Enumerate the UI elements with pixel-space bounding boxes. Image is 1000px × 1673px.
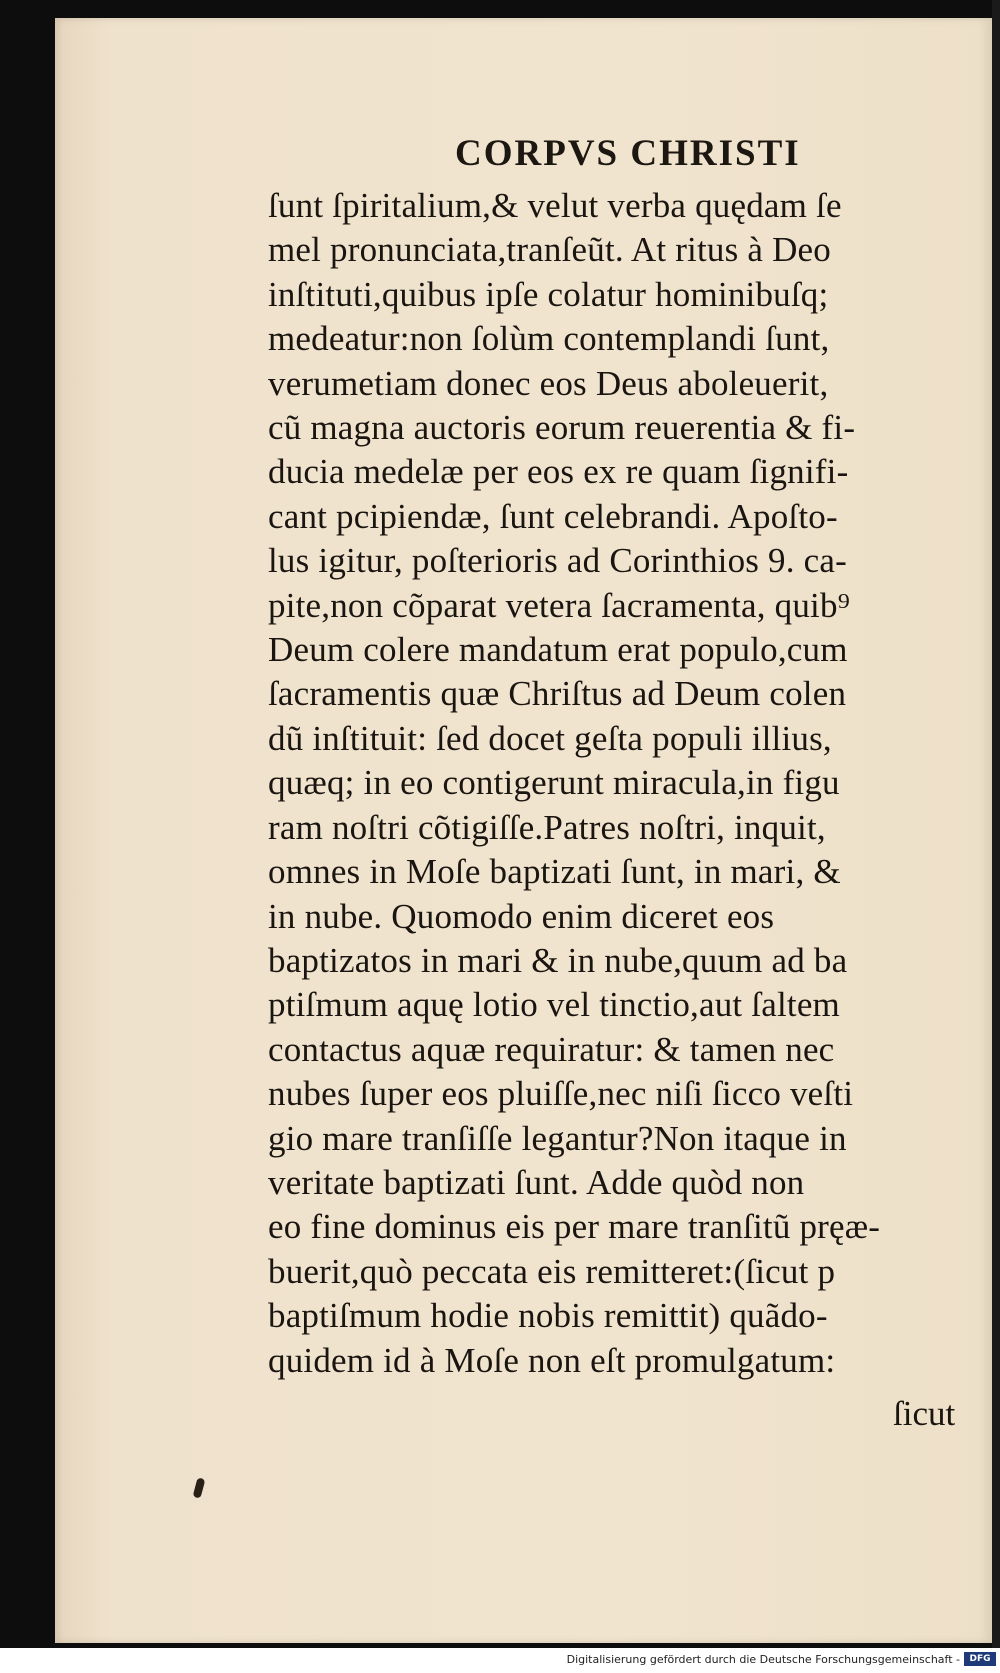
page-edge-shadow: [992, 0, 1000, 1650]
text-line: gio mare tranſiſſe legantur?Non itaque in: [268, 1118, 847, 1158]
text-line: baptiſmum hodie nobis remittit) quãdo-: [268, 1296, 828, 1336]
text-line: Deum colere mandatum erat populo,cum: [268, 630, 848, 670]
text-line: dũ inſtituit: ſed docet geſta populi illius,: [268, 718, 832, 758]
text-line: cũ magna auctoris eorum reuerentia & fi-: [268, 408, 856, 448]
text-line: ducia medelæ per eos ex re quam ſignifi-: [268, 452, 849, 492]
footer-credit: Digitalisierung gefördert durch die Deutsche Forschungsgemeinschaft -: [566, 1653, 960, 1666]
text-line: nubes ſuper eos pluiſſe,nec niſi ſicco veſti: [268, 1074, 854, 1114]
text-line: lus igitur, poſterioris ad Corinthios 9. ca-: [268, 541, 847, 581]
text-line: mel pronunciata,tranſeũt. At ritus à Deo: [268, 230, 831, 270]
text-line: ſunt ſpiritalium,& velut verba quędam ſe: [268, 186, 842, 225]
text-line: cant pcipiendæ, ſunt celebrandi. Apoſto-: [268, 496, 838, 536]
text-line: quidem id à Moſe non eſt promulgatum:: [268, 1340, 836, 1380]
body-text: [268, 184, 988, 1383]
text-line: quæq; in eo contigerunt miracula,in figu: [268, 763, 840, 803]
text-line: in nube. Quomodo enim diceret eos: [268, 896, 775, 936]
running-head: CORPVS CHRISTI: [455, 133, 801, 174]
text-line: veritate baptizati ſunt. Adde quòd non: [268, 1162, 805, 1202]
text-line: ſacramentis quæ Chriſtus ad Deum colen: [268, 674, 847, 714]
text-line: ram noſtri cõtigiſſe.Patres noſtri, inquit,: [268, 807, 826, 847]
catchword: ſicut: [893, 1394, 956, 1433]
text-line: verumetiam donec eos Deus aboleuerit,: [268, 363, 829, 403]
text-line: medeatur:non ſolùm contemplandi ſunt,: [268, 319, 830, 359]
text-line: inſtituti,quibus ipſe colatur hominibuſq;: [268, 274, 829, 314]
text-line: baptizatos in mari & in nube,quum ad ba: [268, 940, 848, 980]
text-line: ptiſmum aquę lotio vel tinctio,aut ſaltem: [268, 985, 840, 1025]
text-line: buerit,quò peccata eis remitteret:(ſicut p: [268, 1251, 836, 1291]
text-line: omnes in Moſe baptizati ſunt, in mari, &: [268, 852, 841, 892]
dfg-logo: DFG: [964, 1652, 996, 1666]
text-line: eo fine dominus eis per mare tranſitũ pręæ-: [268, 1207, 881, 1247]
text-line: contactus aquæ requiratur: & tamen nec: [268, 1029, 835, 1069]
text-line: pite,non cõparat vetera ſacramenta, quib⁹: [268, 585, 851, 625]
